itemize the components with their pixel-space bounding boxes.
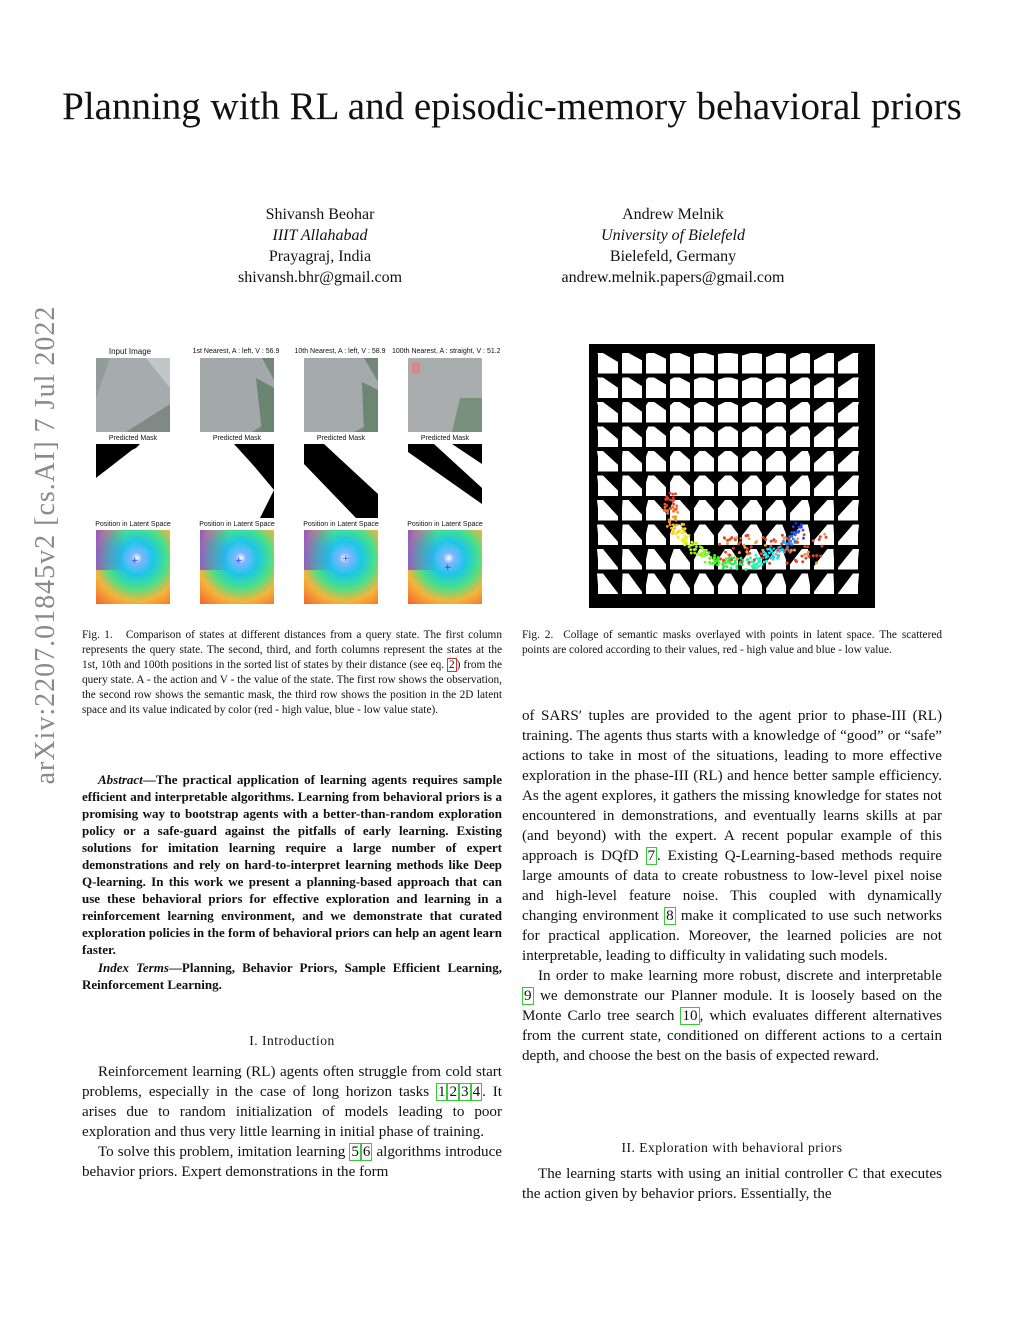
fig2-scatter-point [761,557,764,560]
fig2-scatter-point [693,542,696,545]
fig2-scatter-point [672,523,675,526]
intro-paragraph-1 [82,1062,502,1142]
fig1-latent-label: Position in Latent Space [303,521,379,528]
fig1-nearest-10-image [304,358,378,432]
fig2-scatter-point [671,532,674,535]
fig1-mask-label: Predicted Mask [108,435,158,442]
fig2-scatter-point [728,554,731,557]
fig2-scatter-point [675,505,678,508]
fig2-scatter-point [785,543,788,546]
fig2-scatter-point [685,537,688,540]
fig1-mask-10 [304,444,378,518]
fig2-scatter-point [736,568,739,571]
fig2-scatter-point [672,510,675,513]
fig2-scatter-point [802,537,805,540]
right-p2-text-a: In order to make learning more robust, discrete and interpretable [538,968,942,984]
right-p1-text-c: make it complicated to use such networks for practical application. Moreover, the learned policies are not interpretable, leading to difficulty in validating such models. [522,908,942,964]
fig2-scatter-point [673,527,676,530]
fig2-scatter-point [793,549,796,552]
fig2-scatter-point [724,551,727,554]
fig2-scatter-point [766,548,769,551]
fig2-scatter-point [741,561,744,564]
fig2-scatter-point [726,542,729,545]
fig2-scatter-point [735,536,738,539]
fig2-scatter-point [802,529,805,532]
fig1-mask-label: Predicted Mask [420,435,470,442]
fig2-scatter-point [675,524,678,527]
fig2-scatter-point [765,560,768,563]
citation-link[interactable]: 3 [461,1084,469,1100]
fig2-scatter-point [696,553,699,556]
fig2-scatter-point [725,557,728,560]
fig1-latent-label: Position in Latent Space [407,521,483,528]
intro-p2-text-a: To solve this problem, imitation learning [98,1144,350,1160]
fig2-scatter-point [772,538,775,541]
author-name: Shivansh Beohar [265,206,375,223]
fig2-mask-tile [718,402,738,423]
fig2-scatter-point [788,538,791,541]
fig2-scatter-point [713,562,716,565]
fig2-scatter-point [669,492,672,495]
fig2-scatter-point [819,535,822,538]
fig2-scatter-point [760,552,763,555]
fig2-scatter-point [756,562,759,565]
fig2-scatter-point [815,554,818,557]
fig2-scatter-point [704,561,707,564]
fig2-scatter-point [680,523,683,526]
fig2-scatter-point [772,558,775,561]
fig2-mask-tile [718,353,738,374]
fig2-scatter-point [774,553,777,556]
fig1-latent-10 [304,530,378,604]
section-2-heading: II. Exploration with behavioral priors [621,1140,843,1155]
svg-text:+: + [131,556,139,566]
fig2-scatter-point [794,533,797,536]
fig2-scatter-point [780,542,783,545]
fig2-scatter-point [772,552,775,555]
index-terms-label: Index Terms [98,960,169,975]
figure-1 [90,344,510,614]
fig1-caption [82,628,502,718]
fig1-col-title: 10th Nearest, A : left, V : 58.9 [294,348,386,355]
fig2-scatter-point [695,545,698,548]
fig2-scatter-point [825,536,828,539]
abstract-text: The practical application of learning agents requires sample efficient and interpretable algorithms. Learning from behavioral priors is a promising way to bootstrap agents with a better-than-random exploration policy or a safe-guard against the pitfalls of early learning. Existing solutions for imitation learning require a large number of expert demonstrations and rely on hard-to-interpret learning methods like Deep Q-learning. In this work we present a planning-based approach that can use these behavioral priors for effective exploration and learning in a reinforcement learning environment, and we demonstrate that curated exploration policies in the form of behavioral priors can help an agent learn faster. [82,772,502,957]
fig2-scatter-point [715,559,718,562]
fig2-scatter-point [769,545,772,548]
fig2-scatter-point [792,538,795,541]
fig2-scatter-point [704,554,707,557]
fig2-scatter-point [763,561,766,564]
fig2-scatter-point [818,538,821,541]
fig2-scatter-point [783,541,786,544]
fig2-scatter-point [796,537,799,540]
fig1-mask-100 [408,444,482,518]
fig2-scatter-point [728,538,731,541]
fig2-scatter-point [812,539,815,542]
fig1-col-title: Input Image [108,347,152,356]
citation-link[interactable]: 4 [472,1084,481,1100]
fig2-scatter-point [795,560,798,563]
fig2-scatter-point [746,558,749,561]
fig1-nearest-100-image [408,358,482,432]
fig2-scatter-point [668,518,671,521]
fig2-scatter-point [770,540,773,543]
fig2-mask-tile [766,353,786,374]
fig1-latent-label: Position in Latent Space [199,521,275,528]
intro-body [82,1062,502,1182]
fig2-scatter-point [736,558,739,561]
section-2-paragraph-1: The learning starts with using an initial controller C that executes the action given by behavior priors. Essentially, the [522,1166,942,1202]
fig2-scatter-point [812,554,815,557]
fig2-scatter-point [765,556,768,559]
fig2-scatter-point [743,544,746,547]
fig2-scatter-point [745,550,748,553]
fig2-scatter-point [737,543,740,546]
fig2-scatter-point [777,548,780,551]
fig2-scatter-point [723,536,726,539]
fig2-scatter-point [760,563,763,566]
fig2-scatter-point [669,523,672,526]
fig2-scatter-point [781,534,784,537]
fig2-scatter-point [772,547,775,550]
fig2-scatter-point [794,522,797,525]
fig2-scatter-point [741,563,744,566]
arxiv-id: arXiv:2207.01845v2 [cs.AI] 7 Jul 2022 [30,305,61,785]
fig2-scatter-point [677,536,680,539]
fig2-caption [522,628,942,658]
fig2-scatter-point [788,535,791,538]
fig2-scatter-point [751,561,754,564]
right-paragraph-1 [522,706,942,966]
fig2-caption-text: Collage of semantic masks overlayed with points in latent space. The scattered points are colored according to their values, red - high value and blue - low value. [522,629,942,656]
fig2-scatter-point [670,507,673,510]
index-terms-text: Planning, Behavior Priors, Sample Efficient Learning, Reinforcement Learning. [82,960,502,992]
fig2-scatter-point [756,566,759,569]
author-email: andrew.melnik.papers@gmail.com [561,269,785,286]
fig2-scatter-point [701,555,704,558]
citation-link[interactable]: 2 [449,1084,458,1100]
fig2-scatter-point [806,545,809,548]
fig2-scatter-point [682,540,685,543]
fig2-scatter-point [768,552,771,555]
citation-link[interactable]: 8 [666,908,674,924]
fig2-scatter-point [690,541,693,544]
fig2-scatter-point [663,509,666,512]
figure-2-collage [589,344,875,608]
abstract: Abstract—The practical application of learning agents requires sample efficient and interpretable algorithms. Learning from behavioral priors is a promising way to bootstrap agents with a better-than-random exploration policy or a safe-guard against the pitfalls of early learning. Existing solutions for imitation learning require a large number of expert demonstrations and rely on hard-to-interpret learning methods like Deep Q-learning. In this work we present a planning-based approach that can use these behavioral priors for effective exploration and learning in a reinforcement learning environment, and we demonstrate that curated exploration policies in the form of behavioral priors can help an agent learn faster. Index Terms—Planning, Behavior Priors, Sample Efficient Learning, Reinforcement Learning. [82,772,502,992]
fig2-scatter-point [689,544,692,547]
citation-link[interactable]: 6 [362,1144,371,1160]
fig2-scatter-point [795,541,798,544]
fig2-scatter-point [730,567,733,570]
fig2-scatter-point [727,560,730,563]
citation-link[interactable]: 10 [682,1008,698,1024]
fig2-scatter-point [768,562,771,565]
fig2-scatter-point [676,531,679,534]
fig2-scatter-point [719,558,722,561]
fig2-scatter-point [750,545,753,548]
fig2-scatter-point [790,543,793,546]
intro-p2-text-b: algorithms introduce behavior priors. Expert demonstrations in the form [82,1144,502,1180]
fig2-mask-tile [670,353,690,374]
fig1-caption-label: Fig. 1. [82,629,113,641]
fig1-col-title: 1st Nearest, A : left, V : 56.9 [192,348,280,355]
fig2-scatter-point [670,527,673,530]
citation-link[interactable]: 5 [351,1144,359,1160]
fig2-scatter-point [764,552,767,555]
fig2-scatter-point [803,533,806,536]
section-intro-heading: I. Introduction [249,1033,335,1048]
fig2-scatter-point [689,548,692,551]
fig2-scatter-point [815,562,818,565]
fig2-scatter-point [786,562,789,565]
fig1-latent-1 [200,530,274,604]
fig2-scatter-point [708,551,711,554]
fig2-scatter-point [790,531,793,534]
fig2-scatter-point [749,556,752,559]
intro-p1-text-b: . It arises due to random initialization of models leading to poor exploration and thus very little learning in initial phase of training. [82,1084,502,1140]
fig2-scatter-point [722,566,725,569]
fig2-scatter-point [700,552,703,555]
fig2-scatter-point [694,548,697,551]
citation-link[interactable]: 7 [647,848,656,864]
fig2-scatter-point [764,544,767,547]
fig2-scatter-point [676,511,679,514]
author-email: shivansh.bhr@gmail.com [237,269,403,286]
intro-paragraph-2 [82,1142,502,1182]
fig2-scatter-point [672,503,675,506]
fig2-scatter-point [674,515,677,518]
fig1-mask-1 [200,444,274,518]
fig1-caption-text-b: ) from the query state. A - the action and V - the value of the state. The first row shows the observation, the second row shows the semantic mask, the third row shows the position in the 2D latent space and its value indicated by color (red - high value, blue - low value state). [82,659,503,716]
fig2-scatter-point [803,545,806,548]
fig2-mask-tile [718,378,738,399]
fig2-scatter-point [690,552,693,555]
fig1-col-title: 100th Nearest, A : straight, V : 51.2 [392,348,501,355]
fig2-scatter-point [669,499,672,502]
svg-text:+: + [342,554,350,564]
fig2-scatter-point [713,554,716,557]
section-2-body [522,1164,942,1204]
abstract-label: Abstract [98,772,143,787]
right-p2-text-b: we demonstrate our Planner module. It is loosely based on the Monte Carlo tree search [522,988,942,1024]
author-location: Bielefeld, Germany [609,248,737,265]
fig2-scatter-point [804,557,807,560]
fig1-latent-query [96,530,170,604]
citation-link[interactable]: 1 [437,1084,446,1100]
fig2-scatter-point [730,558,733,561]
fig2-scatter-point [800,555,803,558]
fig2-mask-tile [694,353,714,374]
fig2-scatter-point [819,555,822,558]
fig2-scatter-point [744,568,747,571]
fig2-scatter-point [738,551,741,554]
fig2-scatter-point [675,519,678,522]
svg-text:+: + [235,556,243,566]
fig1-nearest-1-image [200,358,274,432]
fig2-scatter-point [770,557,773,560]
fig2-scatter-point [718,543,721,546]
fig2-scatter-point [701,546,704,549]
fig2-scatter-point [708,561,711,564]
fig2-mask-tile [694,378,714,399]
fig2-scatter-point [681,532,684,535]
fig2-scatter-point [718,561,721,564]
author-affiliation: IIIT Allahabad [272,227,368,244]
fig2-scatter-point [777,555,780,558]
fig1-mask-query [96,444,170,518]
fig2-caption-label: Fig. 2. [522,629,554,641]
fig2-scatter-point [666,498,669,501]
fig2-scatter-point [761,549,764,552]
fig2-scatter-point [733,556,736,559]
fig2-scatter-point [800,525,803,528]
fig2-scatter-point [683,544,686,547]
fig2-scatter-point [748,561,751,564]
fig2-scatter-point [759,560,762,563]
fig2-scatter-point [754,541,757,544]
author-affiliation: University of Bielefeld [601,227,745,244]
fig1-caption-text-a: Comparison of states at different distances from a query state. The first column represents the query state. The second, third, and forth columns represent the states at the 1st, 10th and 100th positions in the sorted list of states by their distance (see eq. [82,629,502,671]
fig2-scatter-point [666,509,669,512]
fig2-scatter-point [675,507,678,510]
right-p1-text-a: of SARS′ tuples are provided to the agent prior to phase-III (RL) training. The agents thus starts with a knowledge of “good” or “safe” actions to take in most of the situations, leading to more effective exploration in the phase-III (RL) and hence better sample efficiency. As the agent explores, it gathers the missing knowledge for states not encountered in demonstrations, and eventually learns skills at par (and beyond) with the expert. A recent popular example of this approach is DQfD [522,708,942,864]
fig2-scatter-point [722,559,725,562]
paper-title: Planning with RL and episodic-memory behavioral priors [62,85,962,128]
right-column-body [522,706,942,1066]
fig2-scatter-point [748,552,751,555]
fig2-mask-tile [742,378,762,399]
eq-ref-link[interactable]: 2 [448,659,455,671]
author-block-2 [523,204,823,288]
fig1-input-image [96,358,170,432]
fig2-scatter-point [786,545,789,548]
right-p1-text-b: . Existing Q-Learning-based methods require large amounts of data to create robustness to low-level pixel noise and high-level feature noise. This coupled with dynamically changing environment [522,848,942,924]
fig2-scatter-point [801,560,804,563]
arxiv-stamp [16,150,76,940]
fig2-scatter-point [681,527,684,530]
fig1-mask-label: Predicted Mask [316,435,366,442]
fig2-scatter-point [672,496,675,499]
fig2-scatter-point [820,545,823,548]
fig2-scatter-point [728,557,731,560]
fig2-scatter-point [748,537,751,540]
fig1-latent-100 [408,530,482,604]
fig2-scatter-point [666,512,669,515]
fig2-scatter-point [671,493,674,496]
fig2-scatter-point [710,556,713,559]
fig2-scatter-point [674,492,677,495]
intro-p1-text-a: Reinforcement learning (RL) agents often struggle from cold start problems, especially in the case of long horizon tasks [82,1064,502,1100]
author-block-1 [170,204,470,288]
fig2-mask-tile [718,427,738,448]
fig2-scatter-point [752,565,755,568]
fig2-scatter-point [790,549,793,552]
fig2-scatter-point [683,531,686,534]
fig1-latent-label: Position in Latent Space [95,521,171,528]
fig2-scatter-point [685,539,688,542]
right-paragraph-2 [522,966,942,1066]
author-location: Prayagraj, India [268,248,372,265]
fig2-scatter-point [716,563,719,566]
svg-text:+: + [444,563,452,573]
author-name: Andrew Melnik [622,206,724,223]
fig2-scatter-point [771,554,774,557]
fig2-scatter-point [797,531,800,534]
fig2-scatter-point [776,557,779,560]
fig2-scatter-point [803,553,806,556]
fig2-scatter-point [746,534,749,537]
fig2-scatter-point [783,537,786,540]
fig2-scatter-point [717,556,720,559]
citation-link[interactable]: 9 [524,988,532,1004]
fig2-scatter-point [703,550,706,553]
fig2-scatter-point [823,533,826,536]
fig2-scatter-point [666,525,669,528]
fig2-scatter-point [792,525,795,528]
fig2-scatter-point [784,549,787,552]
fig2-scatter-point [726,565,729,568]
fig2-scatter-point [807,551,810,554]
fig2-mask-tile [742,353,762,374]
right-p2-text-c: , which evaluates different alternatives from the current state, conditioned on different actions to a certain depth, and choose the best on the basis of expected reward. [522,1008,942,1064]
fig1-mask-label: Predicted Mask [212,435,262,442]
fig2-scatter-point [753,558,756,561]
fig2-scatter-point [762,536,765,539]
fig2-scatter-point [807,555,810,558]
fig2-scatter-point [754,554,757,557]
fig2-scatter-point [732,547,735,550]
fig2-scatter-point [665,495,668,498]
fig2-scatter-point [693,552,696,555]
fig2-scatter-point [764,538,767,541]
fig2-scatter-point [770,549,773,552]
fig2-scatter-point [739,537,742,540]
fig2-scatter-point [739,557,742,560]
fig2-scatter-point [665,504,668,507]
fig2-scatter-point [688,534,691,537]
